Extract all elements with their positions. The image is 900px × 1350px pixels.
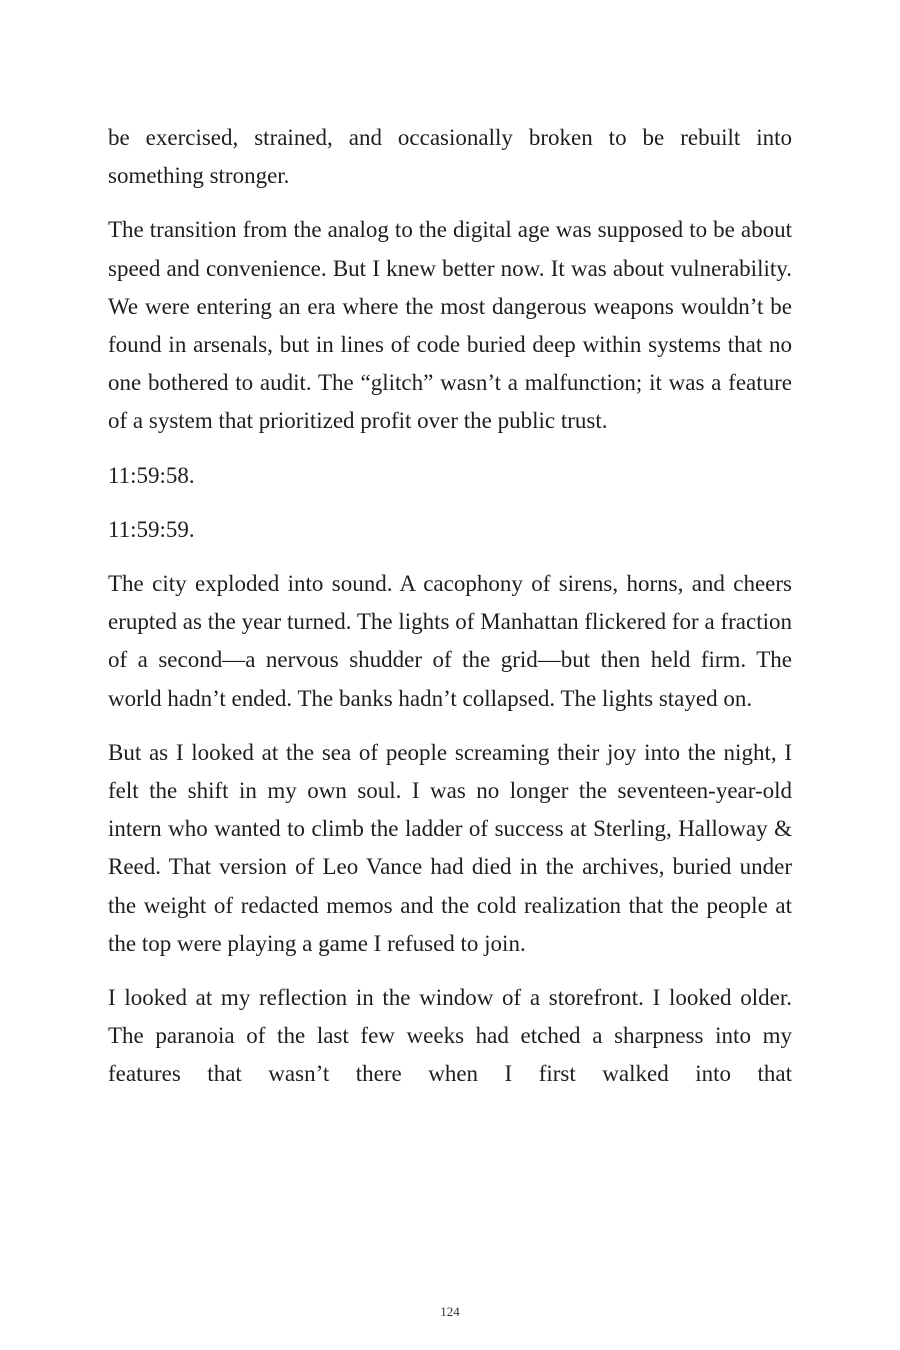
paragraph-city-exploded: The city exploded into sound. A cacophony of sirens, horns, and cheers erupted as the year turned. The lights of Manhattan flickered for a fraction of a second—a nervous shudder of the grid—but then held firm. The world hadn’t ended. The banks hadn’t collapsed. The lights stayed on. — [108, 571, 792, 711]
page-number: 124 — [440, 1304, 460, 1319]
paragraph-digital-age: The transition from the analog to the digital age was supposed to be about speed and convenience. But I knew better now. It was about vulnerability. We were entering an era where the most dangerous weapons wouldn’t be found in arsenals, but in lines of code buried deep within systems that no one bothered to audit. The “glitch” wasn’t a malfunction; it was a feature of a system that prioritized profit over the public trust. — [108, 217, 792, 434]
paragraph-reflection: I looked at my reflection in the window of a storefront. I looked older. The paranoia of the last few weeks had etched a sharpness into my features that wasn’t there when I first walked into that — [108, 985, 792, 1087]
body-text — [108, 119, 792, 1110]
timestamp-line: 11:59:59. — [108, 516, 195, 542]
timestamp-line: 11:59:58. — [108, 462, 195, 488]
paragraph-sea-of-people: But as I looked at the sea of people screaming their joy into the night, I felt the shift in my own soul. I was no longer the seventeen-year-old intern who wanted to climb the ladder of success at Sterling, Halloway & Reed. That version of Leo Vance had died in the archives, buried under the weight of redacted memos and the cold realization that the people at the top were playing a game I refused to join. — [108, 739, 792, 956]
paragraph-continuation: be exercised, strained, and occasionally broken to be rebuilt into something stronger. — [108, 125, 792, 189]
